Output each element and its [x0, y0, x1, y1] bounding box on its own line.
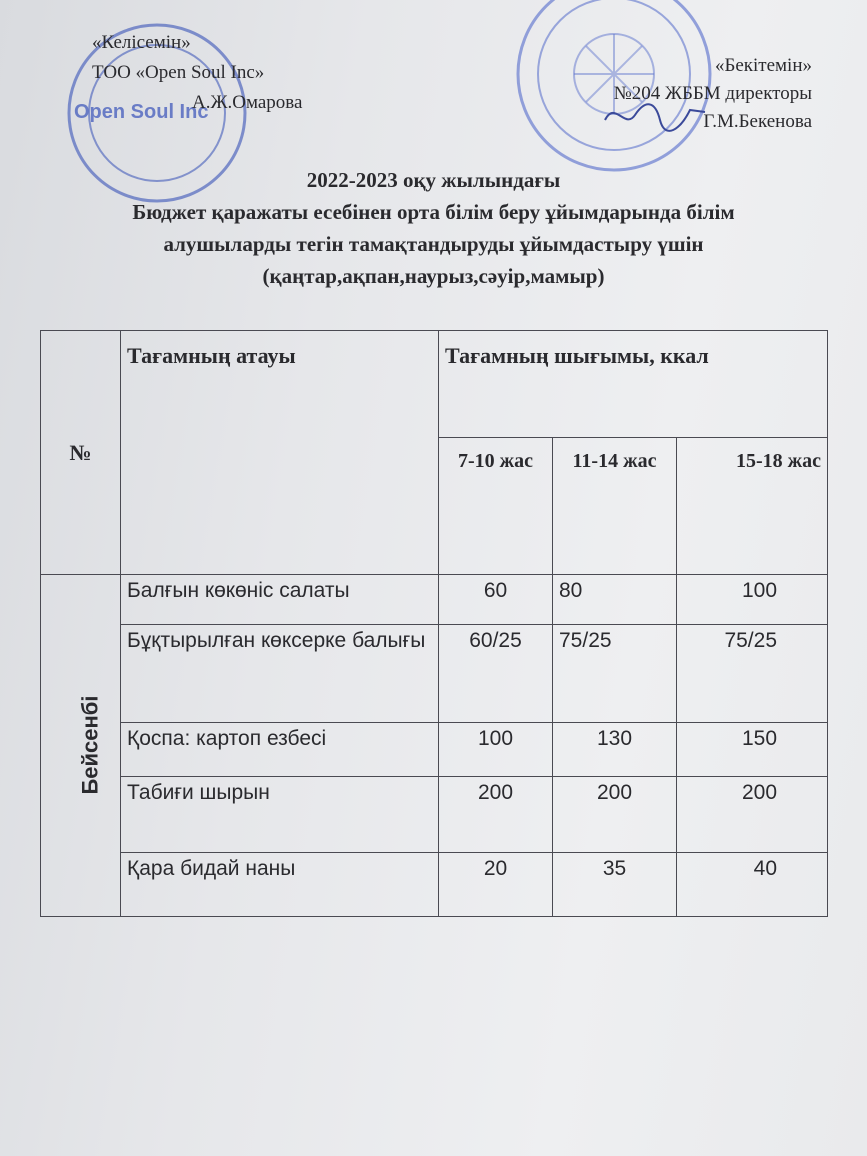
director-position: №204 ЖББМ директоры	[613, 83, 812, 104]
value-15-18: 40	[677, 853, 828, 917]
approval-right-block	[614, 52, 812, 136]
dish-name: Бұқтырылған көксерке балығы	[121, 625, 439, 723]
value-11-14: 130	[553, 723, 677, 777]
value-7-10: 60/25	[439, 625, 553, 723]
organization-name: ТОО «Open Soul Inc»	[92, 62, 265, 83]
approved-label: «Бекітемін»	[714, 55, 812, 76]
dish-name: Қара бидай наны	[121, 853, 439, 917]
director-name: Г.М.Бекенова	[703, 111, 812, 132]
header-age-7-10: 7-10 жас	[439, 438, 553, 575]
agreed-person: А.Ж.Омарова	[192, 92, 303, 113]
value-7-10: 100	[439, 723, 553, 777]
value-11-14: 80	[553, 575, 677, 625]
table-row	[41, 777, 828, 853]
dish-name: Табиғи шырын	[121, 777, 439, 853]
value-15-18: 100	[677, 575, 828, 625]
value-7-10: 200	[439, 777, 553, 853]
value-15-18: 150	[677, 723, 828, 777]
day-label: Бейсенбі	[77, 695, 103, 795]
value-7-10: 20	[439, 853, 553, 917]
header-number: №	[41, 331, 121, 575]
value-15-18: 200	[677, 777, 828, 853]
dish-name: Қоспа: картоп езбесі	[121, 723, 439, 777]
title-line-1: 2022-2023 оқу жылындағы	[306, 168, 561, 192]
table-row	[41, 723, 828, 777]
header-dish-name: Тағамның атауы	[121, 331, 439, 575]
title-line-2: Бюджет қаражаты есебінен орта білім беру ұйымдарында білім	[132, 200, 735, 224]
value-11-14: 35	[553, 853, 677, 917]
table-row	[41, 575, 828, 625]
menu-table	[40, 330, 828, 917]
day-cell	[41, 575, 121, 917]
dish-name: Балғын көкөніс салаты	[121, 575, 439, 625]
value-15-18: 75/25	[677, 625, 828, 723]
header-age-11-14: 11-14 жас	[553, 438, 677, 575]
approval-left-block	[92, 28, 302, 118]
value-11-14: 75/25	[553, 625, 677, 723]
header-kcal: Тағамның шығымы, ккал	[439, 331, 828, 438]
value-11-14: 200	[553, 777, 677, 853]
stamp-text: Open Soul Inc	[74, 101, 209, 123]
title-line-3: алушыларды тегін тамақтандыруды ұйымдастыру үшін	[163, 232, 704, 256]
table-row	[41, 625, 828, 723]
agreed-label: «Келісемін»	[92, 32, 191, 53]
title-line-4: (қаңтар,ақпан,наурыз,сәуір,мамыр)	[262, 264, 605, 288]
value-7-10: 60	[439, 575, 553, 625]
table-row	[41, 853, 828, 917]
header-age-15-18: 15-18 жас	[677, 438, 828, 575]
document-title	[0, 164, 867, 292]
